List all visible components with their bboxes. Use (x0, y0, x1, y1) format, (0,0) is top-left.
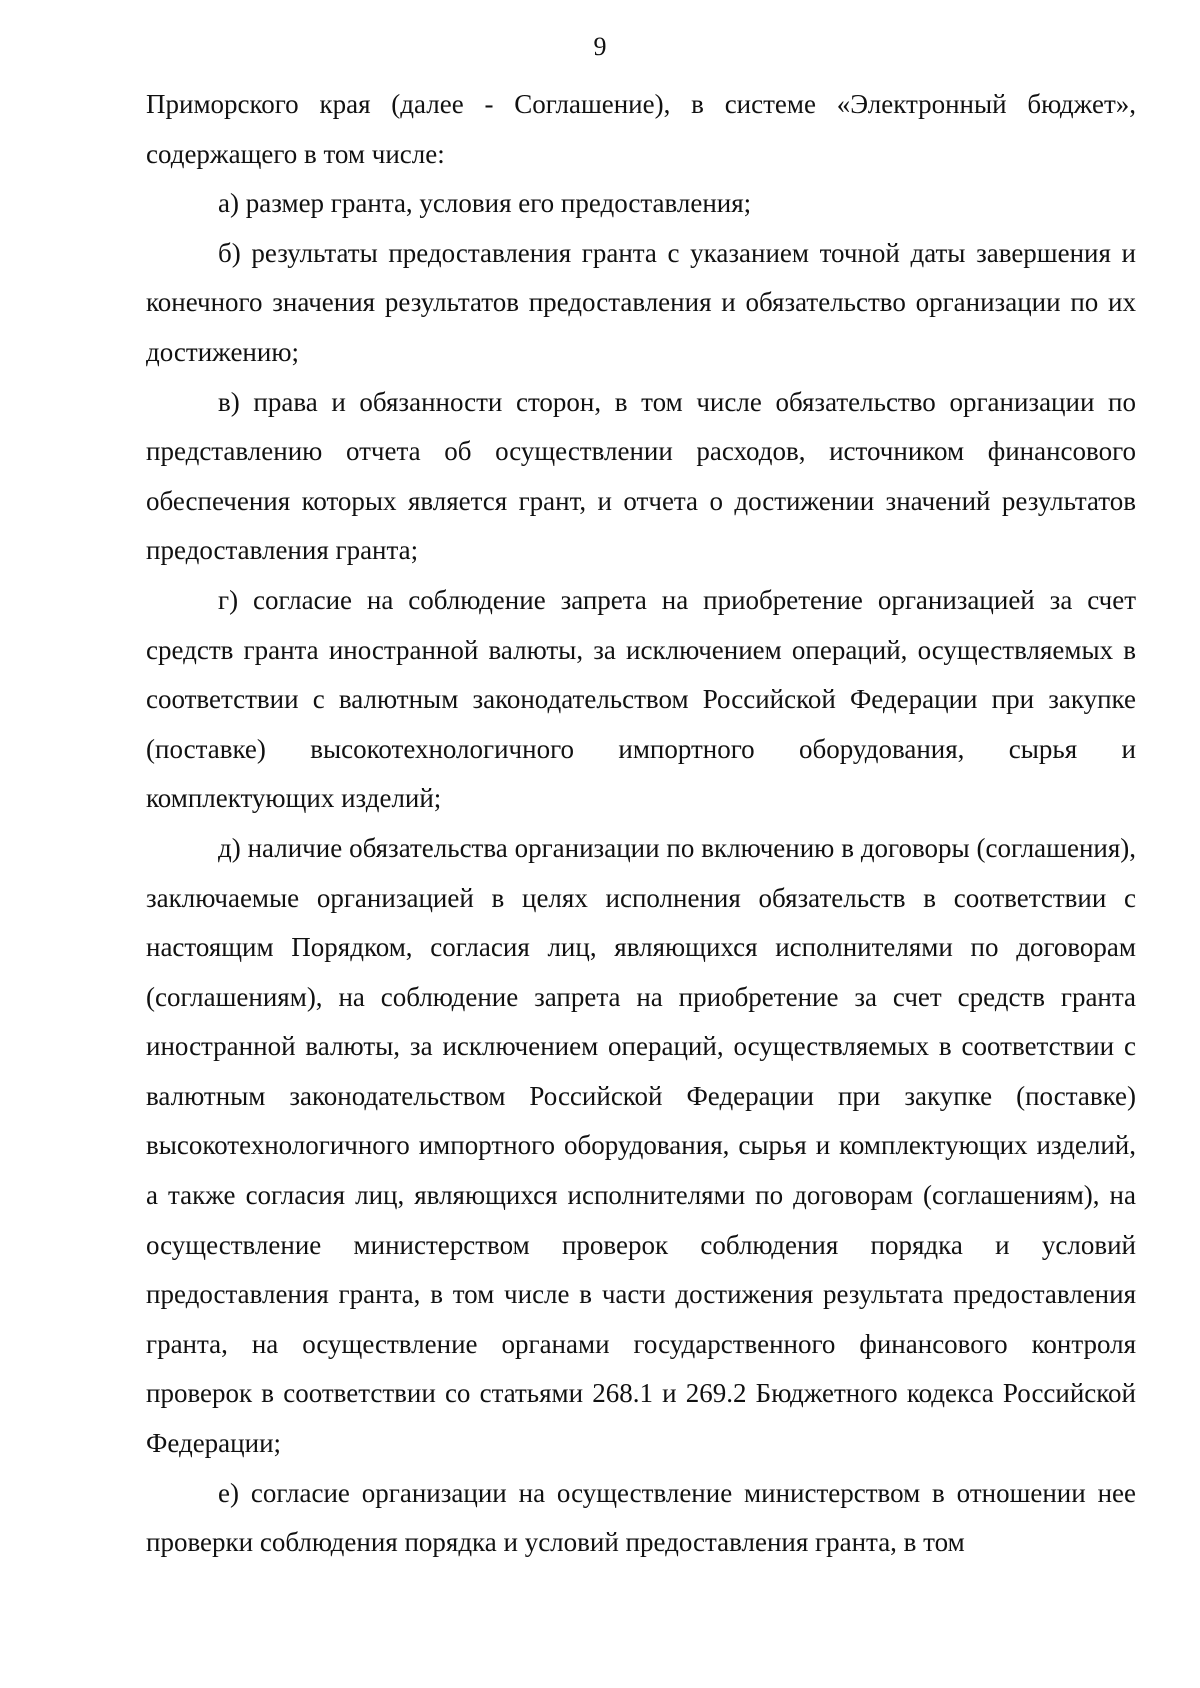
paragraph-e-inspection-consent: е) согласие организации на осуществление министерством в отношении нее проверки соблюдения порядка и условий предоставления гранта, в том (146, 1477, 1136, 1558)
paragraph-d-contract-obligations: д) наличие обязательства организации по включению в договоры (соглашения), заключаемые организацией в целях исполнения обязательств в соответствии с настоящим Порядком, согласия лиц, являющихся исполнителями по договорам (соглашениям), на соблюдение запрета на приобретение за счет средств гранта иностранной валюты, за исключением операций, осуществляемых в соответствии с валютным законодательством Российской Федерации при закупке (поставке) высокотехнологичного импортного оборудования, сырья и комплектующих изделий, а также согласия лиц, являющихся исполнителями по договорам (соглашениям), на осуществление министерством проверок соблюдения порядка и условий предоставления гранта, в том числе в части достижения результата предоставления гранта, на осуществление органами государственного финансового контроля проверок в соответствии со статьями 268.1 и 269.2 Бюджетного кодекса Российской Федерации; (146, 832, 1136, 1459)
paragraph-g-currency-ban: г) согласие на соблюдение запрета на приобретение организацией за счет средств гранта иностранной валюты, за исключением операций, осуществляемых в соответствии с валютным законодательством Российской Федерации при закупке (поставке) высокотехнологичного импортного оборудования, сырья и комплектующих изделий; (146, 584, 1136, 814)
paragraph-a-grant-size: а) размер гранта, условия его предоставления; (218, 188, 752, 219)
paragraph-v-rights-duties: в) права и обязанности сторон, в том числе обязательство организации по представлению отчета об осуществлении расходов, источником финансового обеспечения которых является грант, и отчета о достижении значений результатов предоставления гранта; (146, 386, 1136, 566)
body-text (146, 80, 1136, 1568)
paragraph-b-results: б) результаты предоставления гранта с указанием точной даты завершения и конечного значения результатов предоставления и обязательство организации по их достижению; (146, 237, 1136, 367)
page-number: 9 (593, 32, 607, 61)
paragraph-intro: Приморского края (далее - Соглашение), в системе «Электронный бюджет», содержащего в том числе: (146, 89, 1136, 169)
